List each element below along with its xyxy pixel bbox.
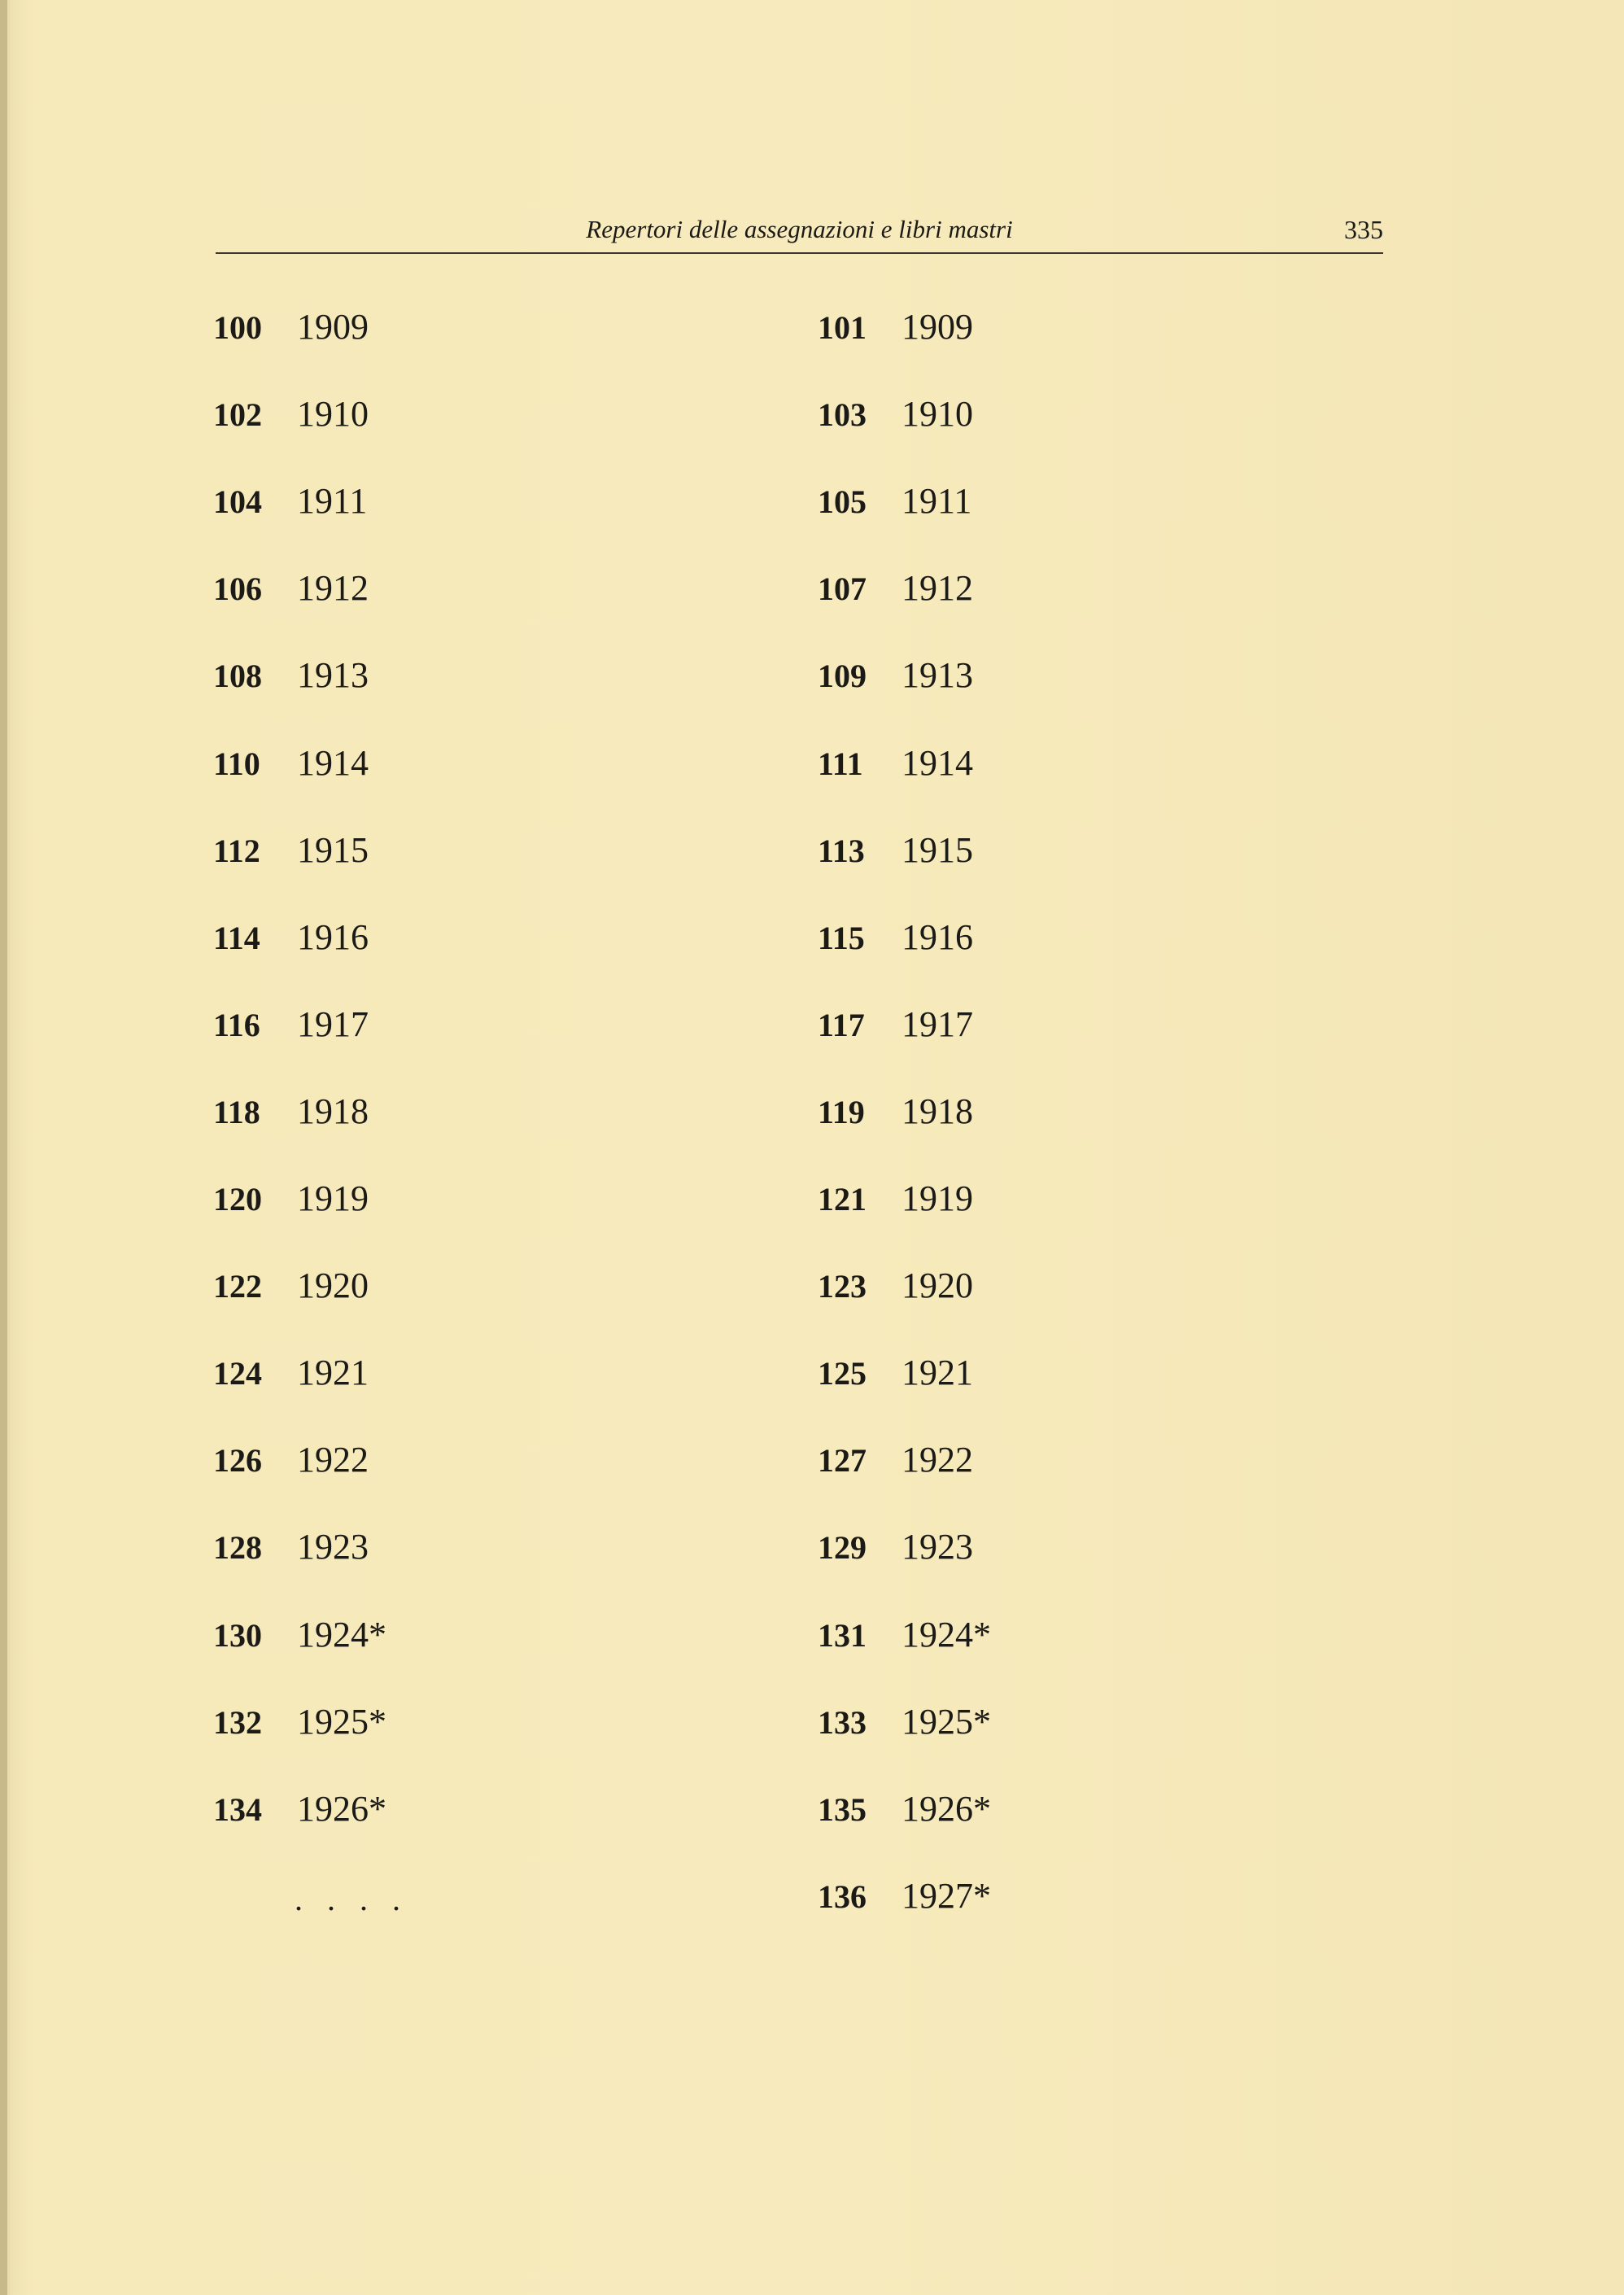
entry-number: 120 <box>213 1181 262 1217</box>
entry-number: 127 <box>818 1442 867 1479</box>
left-entry <box>213 651 369 700</box>
left-entry <box>213 1698 386 1746</box>
entry-number: 104 <box>213 483 262 520</box>
right-entry <box>818 1174 973 1223</box>
continuation-dots: . . . . <box>295 1881 408 1917</box>
entry-number: 107 <box>818 570 867 607</box>
entry-year: 1923 <box>901 1527 973 1567</box>
entry-year: 1909 <box>901 307 973 347</box>
left-entry <box>213 1000 369 1049</box>
entry-number: 133 <box>818 1704 867 1741</box>
entry-number: 102 <box>213 396 262 433</box>
right-entry <box>818 739 973 788</box>
entry-number: 126 <box>213 1442 262 1479</box>
left-entry <box>213 1349 369 1397</box>
entry-year: 1913 <box>297 655 369 695</box>
entry-number: 119 <box>818 1094 865 1130</box>
entry-year: 1925* <box>901 1702 991 1742</box>
entry-number: 117 <box>818 1007 865 1043</box>
entry-number: 100 <box>213 309 262 346</box>
right-entry <box>818 1000 973 1049</box>
entry-year: 1921 <box>901 1353 973 1392</box>
left-entry <box>213 477 367 526</box>
entry-year: 1911 <box>297 481 368 521</box>
left-entry <box>213 1523 369 1572</box>
entry-year: 1915 <box>297 830 369 870</box>
entry-year: 1914 <box>297 743 369 783</box>
entry-number: 113 <box>818 833 865 869</box>
right-entry <box>818 1436 973 1484</box>
right-entry <box>818 564 973 613</box>
entry-year: 1921 <box>297 1353 369 1392</box>
right-entry <box>818 1872 991 1921</box>
right-entry <box>818 1698 991 1746</box>
entry-year: 1920 <box>297 1266 369 1305</box>
entry-number: 136 <box>818 1878 867 1915</box>
entry-year: 1920 <box>901 1266 973 1305</box>
entry-number: 128 <box>213 1529 262 1566</box>
entry-year: 1912 <box>297 568 369 608</box>
entry-year: 1916 <box>297 917 369 957</box>
entry-year: 1927* <box>901 1876 991 1916</box>
left-entry <box>213 913 369 962</box>
entry-number: 130 <box>213 1617 262 1654</box>
entry-number: 108 <box>213 658 262 694</box>
left-entry <box>213 1436 369 1484</box>
left-entry <box>213 1087 369 1136</box>
entry-number: 116 <box>213 1007 260 1043</box>
entry-year: 1924* <box>901 1615 991 1655</box>
entry-number: 106 <box>213 570 262 607</box>
right-entry <box>818 477 971 526</box>
entry-number: 115 <box>818 920 865 956</box>
entry-year: 1917 <box>297 1004 369 1044</box>
entry-number: 101 <box>818 309 867 346</box>
entry-number: 114 <box>213 920 260 956</box>
right-entry <box>818 1087 973 1136</box>
entry-number: 103 <box>818 396 867 433</box>
left-entry <box>213 1174 369 1223</box>
entry-year: 1923 <box>297 1527 369 1567</box>
entry-number: 118 <box>213 1094 260 1130</box>
right-entry <box>818 651 973 700</box>
entry-number: 109 <box>818 658 867 694</box>
left-entry <box>213 826 369 875</box>
running-title: Repertori delle assegnazioni e libri mastri <box>586 215 1013 243</box>
entry-year: 1910 <box>901 394 973 434</box>
entry-year: 1926* <box>901 1789 991 1829</box>
entry-year: 1918 <box>297 1091 369 1131</box>
entry-number: 105 <box>818 483 867 520</box>
entry-number: 134 <box>213 1791 262 1828</box>
entry-year: 1919 <box>901 1178 973 1218</box>
page-number: 335 <box>1344 215 1383 244</box>
entry-year: 1922 <box>297 1440 369 1480</box>
right-entry <box>818 303 973 352</box>
right-entry <box>818 1523 973 1572</box>
entry-year: 1924* <box>297 1615 386 1655</box>
entry-year: 1914 <box>901 743 973 783</box>
left-entry <box>213 390 369 439</box>
entry-number: 123 <box>818 1268 867 1305</box>
entry-year: 1926* <box>297 1789 386 1829</box>
entry-number: 111 <box>818 745 863 782</box>
right-entry <box>818 1785 991 1834</box>
entry-number: 131 <box>818 1617 867 1654</box>
entry-number: 129 <box>818 1529 867 1566</box>
entry-year: 1916 <box>901 917 973 957</box>
right-entry <box>818 390 973 439</box>
entry-year: 1918 <box>901 1091 973 1131</box>
left-entry <box>213 1785 386 1834</box>
entry-year: 1922 <box>901 1440 973 1480</box>
right-entry <box>818 1261 973 1310</box>
entry-year: 1910 <box>297 394 369 434</box>
entry-number: 124 <box>213 1355 262 1392</box>
entry-number: 122 <box>213 1268 262 1305</box>
left-entry <box>213 303 369 352</box>
entry-year: 1909 <box>297 307 369 347</box>
entry-year: 1925* <box>297 1702 386 1742</box>
right-entry <box>818 1349 973 1397</box>
entry-year: 1913 <box>901 655 973 695</box>
entry-year: 1911 <box>901 481 972 521</box>
entry-year: 1915 <box>901 830 973 870</box>
entry-year: 1919 <box>297 1178 369 1218</box>
entry-number: 132 <box>213 1704 262 1741</box>
left-entry <box>213 564 369 613</box>
right-entry <box>818 1611 991 1659</box>
entry-number: 135 <box>818 1791 867 1828</box>
entry-year: 1917 <box>901 1004 973 1044</box>
left-entry <box>213 1611 386 1659</box>
entry-number: 110 <box>213 745 260 782</box>
entry-number: 112 <box>213 833 260 869</box>
right-entry <box>818 913 973 962</box>
right-entry <box>818 826 973 875</box>
left-entry <box>213 739 369 788</box>
left-entry <box>213 1261 369 1310</box>
entry-year: 1912 <box>901 568 973 608</box>
entry-number: 121 <box>818 1181 867 1217</box>
entry-number: 125 <box>818 1355 867 1392</box>
